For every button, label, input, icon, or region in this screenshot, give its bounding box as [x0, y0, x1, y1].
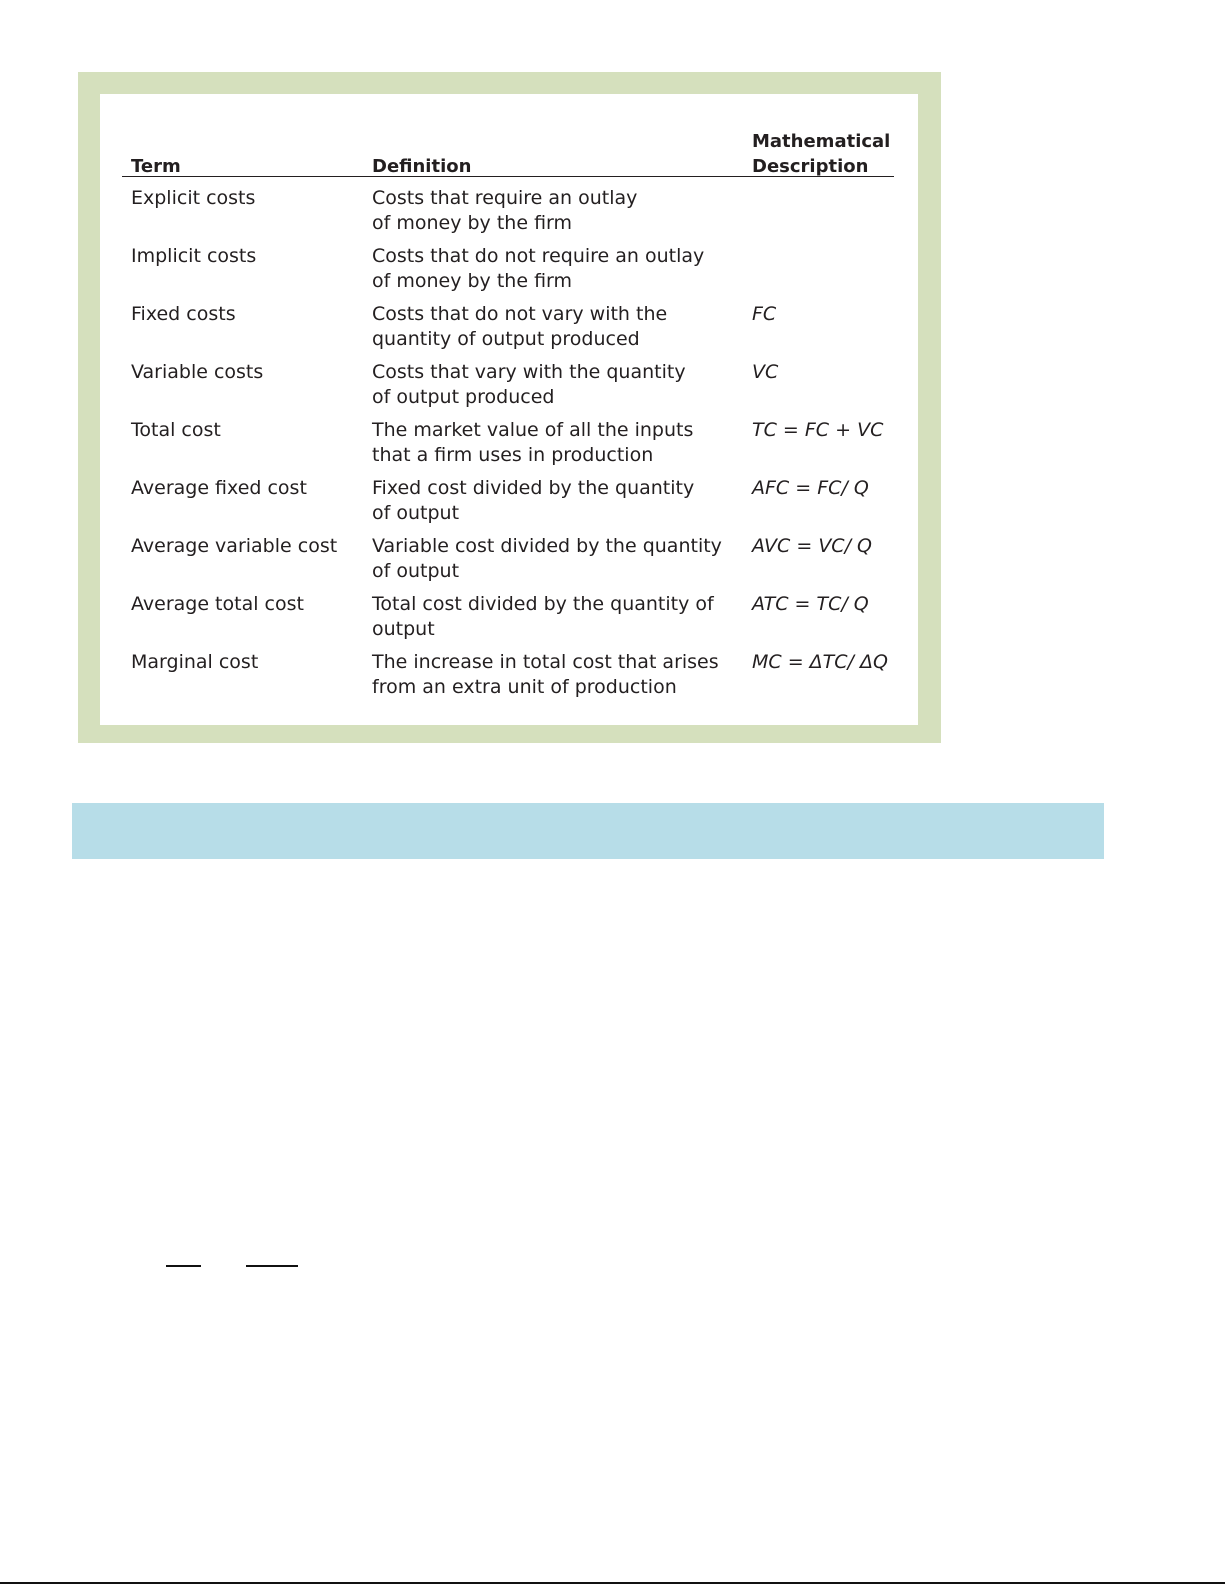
- header-math-line1: Mathematical: [752, 131, 891, 152]
- row-math: AVC = VC/ Q: [752, 535, 872, 557]
- row-term: Average total cost: [131, 593, 304, 615]
- definition-line: of money by the firm: [372, 270, 573, 292]
- row-math: FC: [752, 303, 777, 325]
- definition-line: Costs that vary with the quantity: [372, 361, 686, 383]
- definition-line: The market value of all the inputs: [372, 419, 694, 441]
- fraction-bar: [166, 1265, 201, 1267]
- row-definition: [372, 360, 686, 410]
- row-math: ATC = TC/ Q: [752, 593, 869, 615]
- row-math: AFC = FC/ Q: [752, 477, 869, 499]
- header-term: Term: [131, 156, 181, 177]
- fraction-bar: [246, 1265, 298, 1267]
- row-term: Total cost: [131, 419, 221, 441]
- row-definition: [372, 534, 722, 584]
- page-bottom-rule: [0, 1582, 1225, 1584]
- definition-line: that a firm uses in production: [372, 444, 654, 466]
- row-definition: [372, 186, 637, 236]
- row-definition: [372, 650, 719, 700]
- row-term: Variable costs: [131, 361, 264, 383]
- row-term: Marginal cost: [131, 651, 259, 673]
- row-term: Average fixed cost: [131, 477, 307, 499]
- definition-line: output: [372, 618, 435, 640]
- row-definition: [372, 244, 704, 294]
- row-definition: [372, 592, 714, 642]
- row-term: Fixed costs: [131, 303, 236, 325]
- definition-line: of output produced: [372, 386, 555, 408]
- header-definition: Definition: [372, 156, 472, 177]
- definition-line: The increase in total cost that arises: [372, 651, 719, 673]
- cost-table-frame: [78, 72, 941, 743]
- definition-line: of output: [372, 502, 460, 524]
- header-rule: [122, 176, 894, 177]
- row-term: Explicit costs: [131, 187, 256, 209]
- definition-line: Total cost divided by the quantity of: [372, 593, 714, 615]
- row-term: Average variable cost: [131, 535, 338, 557]
- definition-line: of output: [372, 560, 460, 582]
- row-definition: [372, 476, 694, 526]
- definition-line: Fixed cost divided by the quantity: [372, 477, 695, 499]
- definition-line: Variable cost divided by the quantity: [372, 535, 722, 557]
- header-math-line2: Description: [752, 156, 869, 177]
- section-band: [72, 803, 1104, 859]
- definition-line: of money by the firm: [372, 212, 573, 234]
- row-math: TC = FC + VC: [752, 419, 884, 441]
- row-math: VC: [752, 361, 779, 383]
- cost-table: [100, 94, 918, 725]
- row-definition: [372, 418, 693, 468]
- definition-line: from an extra unit of production: [372, 676, 677, 698]
- definition-line: quantity of output produced: [372, 328, 640, 350]
- row-definition: [372, 302, 667, 352]
- definition-line: Costs that require an outlay: [372, 187, 638, 209]
- row-math: MC = ΔTC/ ΔQ: [752, 651, 888, 673]
- definition-line: Costs that do not vary with the: [372, 303, 668, 325]
- definition-line: Costs that do not require an outlay: [372, 245, 705, 267]
- row-term: Implicit costs: [131, 245, 257, 267]
